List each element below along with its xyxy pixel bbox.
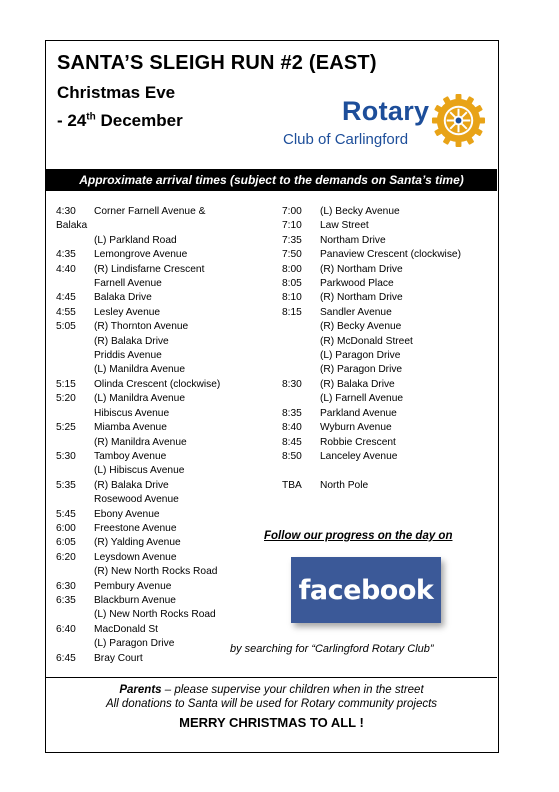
schedule-row xyxy=(56,508,271,522)
arrival-time xyxy=(56,637,94,651)
arrival-time: 4:35 xyxy=(56,249,76,261)
arrival-time: 8:00 xyxy=(282,263,302,275)
arrival-time xyxy=(56,464,94,478)
arrival-time: 6:20 xyxy=(56,551,76,563)
arrival-time xyxy=(56,565,94,579)
schedule-row xyxy=(56,608,271,622)
street-name: (L) Paragon Drive xyxy=(94,638,175,650)
arrival-time: 7:10 xyxy=(282,220,302,232)
arrival-time xyxy=(56,349,94,363)
arrival-time xyxy=(282,392,320,406)
schedule-row xyxy=(56,623,271,637)
street-name: Robbie Crescent xyxy=(320,436,396,448)
schedule-row xyxy=(56,551,271,565)
donations-notice: All donations to Santa will be used for Rotary community projects xyxy=(105,698,438,710)
street-name: (R) Balaka Drive xyxy=(94,335,169,347)
street-name: (L) Hibiscus Avenue xyxy=(94,465,185,477)
arrival-time xyxy=(56,277,94,291)
schedule-row xyxy=(56,320,271,334)
arrival-time: 8:50 xyxy=(282,450,302,462)
street-name: MacDonald St xyxy=(94,623,158,635)
schedule-row xyxy=(56,291,271,305)
arrival-time: 5:05 xyxy=(56,321,76,333)
schedule-row xyxy=(282,248,497,262)
schedule-row xyxy=(282,306,497,320)
schedule-row xyxy=(282,421,497,435)
arrival-time: 4:45 xyxy=(56,292,76,304)
schedule-row xyxy=(56,363,271,377)
rotary-wheel-icon xyxy=(431,93,486,148)
rotary-logo-word: Rotary xyxy=(342,96,430,126)
street-name: Freestone Avenue xyxy=(94,522,177,534)
schedule-row xyxy=(282,205,497,219)
arrival-time: 8:30 xyxy=(282,378,302,390)
street-name: (L) Paragon Drive xyxy=(320,350,401,362)
schedule-row xyxy=(282,407,497,421)
street-name: (R) Yalding Avenue xyxy=(94,537,181,549)
schedule-row xyxy=(282,479,497,493)
schedule-row xyxy=(282,349,497,363)
arrival-time: 8:10 xyxy=(282,292,302,304)
schedule-row xyxy=(56,464,271,478)
parents-label: Parents xyxy=(119,684,162,696)
arrival-time xyxy=(56,363,94,377)
arrival-time: 8:45 xyxy=(282,436,302,448)
street-name: (L) Manildra Avenue xyxy=(94,393,185,405)
arrival-time xyxy=(56,436,94,450)
schedule-row xyxy=(56,493,271,507)
arrival-time: 6:00 xyxy=(56,522,76,534)
schedule-row xyxy=(56,378,271,392)
schedule-row xyxy=(56,205,271,219)
merry-christmas: MERRY CHRISTMAS TO ALL ! xyxy=(179,715,364,730)
schedule-row xyxy=(56,248,271,262)
schedule-row xyxy=(56,536,271,550)
schedule-row xyxy=(56,335,271,349)
arrival-time: 6:45 xyxy=(56,652,76,664)
schedule-row xyxy=(56,479,271,493)
street-name: (R) Northam Drive xyxy=(320,292,403,304)
street-name: Farnell Avenue xyxy=(94,278,162,290)
arrival-time: 8:15 xyxy=(282,306,302,318)
arrival-time: 8:35 xyxy=(282,407,302,419)
event-date xyxy=(57,111,183,131)
parents-notice xyxy=(46,684,497,696)
street-name: Wyburn Avenue xyxy=(320,422,392,434)
street-name: Lanceley Avenue xyxy=(320,450,398,462)
street-name: (R) McDonald Street xyxy=(320,335,413,347)
arrival-time: TBA xyxy=(282,479,302,491)
schedule-gap xyxy=(282,464,497,478)
schedule-row xyxy=(282,320,497,334)
schedule-left-column xyxy=(56,205,271,666)
arrival-time: 6:05 xyxy=(56,537,76,549)
schedule-row xyxy=(282,378,497,392)
street-name: (R) Lindisfarne Crescent xyxy=(94,263,205,275)
street-name: Lesley Avenue xyxy=(94,306,161,318)
street-name: Olinda Crescent (clockwise) xyxy=(94,378,221,390)
arrival-time xyxy=(282,320,320,334)
schedule-row xyxy=(56,594,271,608)
schedule-row xyxy=(56,450,271,464)
street-name: Priddis Avenue xyxy=(94,350,162,362)
schedule-row xyxy=(282,263,497,277)
date-suffix: th xyxy=(86,111,96,123)
schedule-row xyxy=(56,580,271,594)
arrival-time xyxy=(56,234,94,248)
rotary-club-name: Club of Carlingford xyxy=(283,131,409,148)
arrival-time: 7:00 xyxy=(282,206,302,217)
street-name: (R) Manildra Avenue xyxy=(94,436,187,448)
facebook-logo xyxy=(291,557,441,623)
schedule-continuation: Balaka xyxy=(56,220,88,232)
street-name: Lemongrove Avenue xyxy=(94,249,188,261)
schedule-row xyxy=(56,392,271,406)
arrival-time: 5:15 xyxy=(56,378,76,390)
schedule-row xyxy=(56,349,271,363)
street-name: (L) Manildra Avenue xyxy=(94,364,185,376)
flyer-title: SANTA’S SLEIGH RUN #2 (EAST) xyxy=(57,52,377,74)
facebook-label: facebook xyxy=(298,574,434,606)
flyer-frame xyxy=(45,40,499,753)
street-name: Northam Drive xyxy=(320,234,386,246)
follow-progress-text: Follow our progress on the day on xyxy=(264,530,453,542)
schedule-row xyxy=(56,234,271,248)
schedule-row xyxy=(282,450,497,464)
arrival-time xyxy=(56,335,94,349)
arrival-time: 7:35 xyxy=(282,234,302,246)
street-name: (L) Farnell Avenue xyxy=(320,393,404,405)
street-name: Ebony Avenue xyxy=(94,508,160,520)
schedule-row xyxy=(282,363,497,377)
schedule-row xyxy=(56,407,271,421)
date-prefix: - 24 xyxy=(57,111,87,130)
street-name: (L) Parkland Road xyxy=(94,234,177,246)
date-rest: December xyxy=(95,111,183,130)
arrival-time xyxy=(282,363,320,377)
arrival-time: 5:25 xyxy=(56,422,76,434)
arrival-times-banner: Approximate arrival times (subject to the demands on Santa’s time) xyxy=(46,169,497,191)
street-name: (R) New North Rocks Road xyxy=(94,566,218,578)
street-name: Blackburn Avenue xyxy=(94,594,176,606)
street-name: Rosewood Avenue xyxy=(94,494,179,506)
street-name: Bray Court xyxy=(94,652,143,664)
arrival-time: 8:40 xyxy=(282,422,302,434)
schedule-row xyxy=(282,234,497,248)
schedule-row xyxy=(282,219,497,233)
parents-text: – please supervise your children when in the street xyxy=(161,684,424,696)
arrival-time: 5:35 xyxy=(56,479,76,491)
street-name: Pembury Avenue xyxy=(94,580,172,592)
street-name: Tamboy Avenue xyxy=(94,450,167,462)
arrival-time: 5:30 xyxy=(56,450,76,462)
arrival-time: 6:40 xyxy=(56,623,76,635)
schedule-row xyxy=(56,277,271,291)
street-name: (R) Thornton Avenue xyxy=(94,321,189,333)
street-name: Sandler Avenue xyxy=(320,306,392,318)
arrival-time xyxy=(282,349,320,363)
street-name: (L) Becky Avenue xyxy=(320,206,400,217)
schedule-row xyxy=(282,335,497,349)
schedule-row xyxy=(282,392,497,406)
street-name: Corner Farnell Avenue & xyxy=(94,206,206,217)
footer xyxy=(46,677,497,730)
street-name: Parkwood Place xyxy=(320,278,394,290)
street-name: Miamba Avenue xyxy=(94,422,167,434)
arrival-time: 7:50 xyxy=(282,249,302,261)
street-name: (R) Paragon Drive xyxy=(320,364,403,376)
schedule-row xyxy=(282,291,497,305)
event-subtitle: Christmas Eve xyxy=(57,83,176,102)
arrival-time: 6:30 xyxy=(56,580,76,592)
street-name: (R) Northam Drive xyxy=(320,263,403,275)
street-name: (R) Becky Avenue xyxy=(320,321,402,333)
schedule-row xyxy=(56,263,271,277)
schedule-right-column xyxy=(282,205,497,493)
arrival-time xyxy=(56,493,94,507)
schedule-row xyxy=(56,421,271,435)
arrival-time xyxy=(282,335,320,349)
arrival-time: 5:45 xyxy=(56,508,76,520)
arrival-time: 4:40 xyxy=(56,263,76,275)
street-name: Leysdown Avenue xyxy=(94,551,177,563)
schedule-row xyxy=(56,565,271,579)
arrival-time: 4:30 xyxy=(56,206,76,217)
arrival-time xyxy=(56,608,94,622)
search-instructions: by searching for “Carlingford Rotary Club” xyxy=(230,643,434,655)
street-name: Hibiscus Avenue xyxy=(94,407,170,419)
street-name: Parkland Avenue xyxy=(320,407,397,419)
arrival-time: 4:55 xyxy=(56,306,76,318)
schedule-row xyxy=(56,436,271,450)
schedule-row xyxy=(282,277,497,291)
street-name: North Pole xyxy=(320,479,369,491)
arrival-time: 5:20 xyxy=(56,393,76,405)
street-name: Balaka Drive xyxy=(94,292,152,304)
schedule-row xyxy=(56,306,271,320)
street-name: (R) Balaka Drive xyxy=(320,378,395,390)
schedule-row xyxy=(282,436,497,450)
arrival-time: 8:05 xyxy=(282,278,302,290)
schedule-row xyxy=(56,522,271,536)
street-name: Panaview Crescent (clockwise) xyxy=(320,249,461,261)
street-name: (L) New North Rocks Road xyxy=(94,609,216,621)
street-name: (R) Balaka Drive xyxy=(94,479,169,491)
arrival-time xyxy=(56,407,94,421)
street-name: Law Street xyxy=(320,220,369,232)
arrival-time: 6:35 xyxy=(56,594,76,606)
